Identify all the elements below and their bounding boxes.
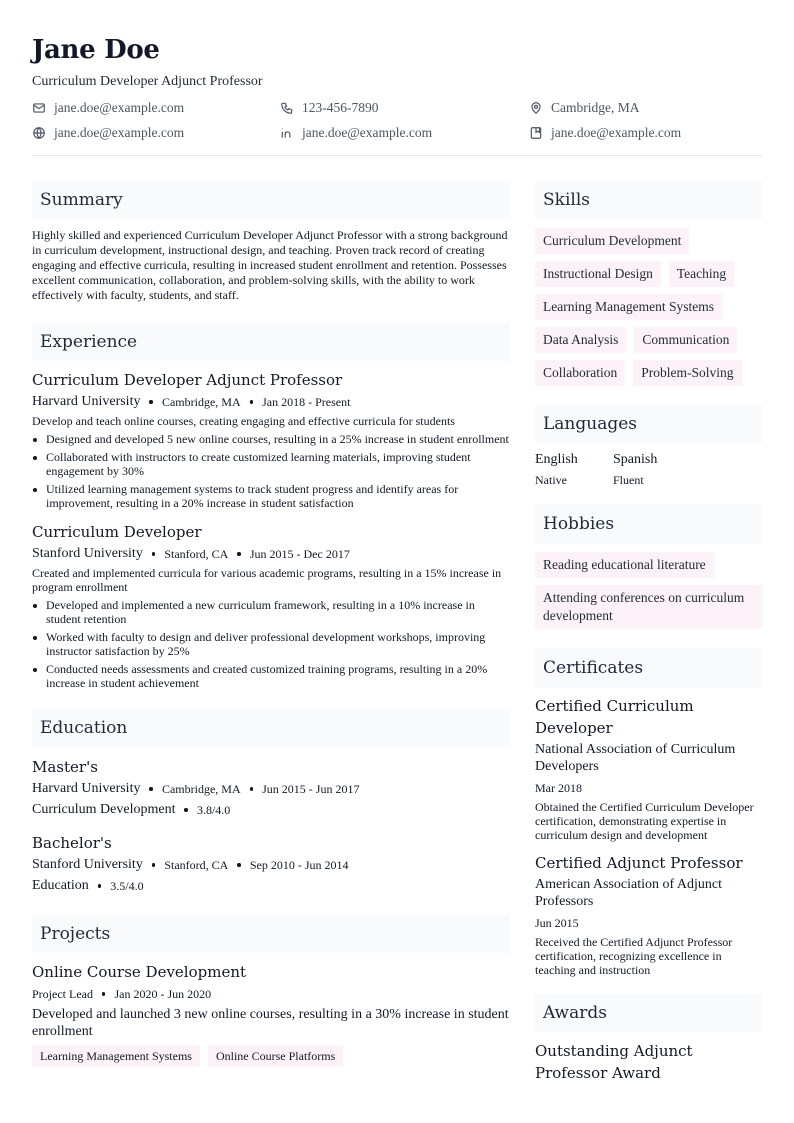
- job-dates: Jun 2015 - Dec 2017: [249, 547, 350, 561]
- bullet-item: Developed and implemented a new curriculum framework, resulting in a 10% increase in student retention: [32, 598, 510, 626]
- gpa: 3.8/4.0: [196, 803, 231, 817]
- project-role: Project Lead: [32, 987, 93, 1001]
- bullet-item: Collaborated with instructors to create customized learning materials, improving student engagement by 30%: [32, 450, 510, 478]
- contact-linkedin[interactable]: [280, 123, 529, 143]
- job-title: Curriculum Developer: [32, 523, 202, 541]
- portfolio-icon: [529, 126, 543, 140]
- language-level: Native: [535, 473, 567, 487]
- certificate-entry: [535, 852, 762, 977]
- contact-location: [529, 98, 762, 118]
- certificate-issuer: American Association of Adjunct Professors: [535, 877, 723, 909]
- education-heading: Education: [32, 709, 510, 747]
- skill-tag: Communication: [634, 327, 737, 353]
- separator-dot: [250, 787, 254, 791]
- education-field-row: [32, 801, 510, 819]
- project-tags: [32, 1045, 510, 1067]
- job-location: Cambridge, MA: [161, 395, 241, 409]
- degree: Bachelor's: [32, 834, 112, 852]
- project-tag: Online Course Platforms: [208, 1045, 343, 1067]
- job-org: Stanford University: [32, 546, 143, 561]
- job-dates: Jan 2018 - Present: [262, 395, 351, 409]
- school: Harvard University: [32, 781, 141, 796]
- skills-list: [535, 228, 768, 386]
- summary-text: Highly skilled and experienced Curriculum Developer Adjunct Professor with a strong background in curriculum development, instructional design, and teaching. Proven track record of creating engaging and effective curricula, resulting in increased student enrollment and retention. Possesses excellent communication, collaboration, and problem-solving skills, with the ability to work effectively with faculty, students, and staff.: [32, 228, 508, 302]
- education-meta: [32, 856, 510, 874]
- separator-dot: [184, 808, 188, 812]
- contact-text: 123-456-7890: [302, 100, 379, 115]
- languages-heading: Languages: [535, 405, 762, 443]
- job-location: Stanford, CA: [164, 547, 229, 561]
- project-entry: [32, 962, 510, 1067]
- job-org: Harvard University: [32, 394, 141, 409]
- certificate-date: Mar 2018: [535, 781, 582, 795]
- certificate-title: Certified Curriculum Developer: [535, 697, 694, 737]
- contact-text: jane.doe@example.com: [54, 125, 185, 140]
- hobbies-list: [535, 552, 762, 629]
- project-tag: Learning Management Systems: [32, 1045, 200, 1067]
- projects-heading: Projects: [32, 915, 510, 953]
- project-name: Online Course Development: [32, 963, 247, 981]
- job-description: Created and implemented curricula for various academic programs, resulting in a 15% increase in program enrollment: [32, 566, 502, 594]
- contact-portfolio[interactable]: [529, 123, 762, 143]
- language-item: [613, 451, 691, 488]
- skill-tag: Collaboration: [535, 360, 625, 386]
- main-column: [32, 181, 510, 1067]
- skill-tag: Problem-Solving: [633, 360, 741, 386]
- separator-dot: [149, 787, 153, 791]
- experience-heading: Experience: [32, 323, 510, 361]
- award-title: Outstanding Adjunct Professor Award: [535, 1042, 693, 1082]
- certificate-issuer: National Association of Curriculum Developers: [535, 742, 736, 774]
- skill-tag: Learning Management Systems: [535, 294, 722, 320]
- skills-heading: Skills: [535, 181, 762, 219]
- contact-phone[interactable]: [280, 98, 529, 118]
- certificate-title: Certified Adjunct Professor: [535, 854, 743, 872]
- language-level: Fluent: [613, 473, 644, 487]
- education-entry: [32, 833, 510, 895]
- hobby-tag: Reading educational literature: [535, 552, 714, 578]
- hobbies-heading: Hobbies: [535, 505, 762, 543]
- bullet-item: Conducted needs assessments and created customized training programs, resulting in a 20% increase in student achievement: [32, 662, 510, 690]
- certificates-heading: Certificates: [535, 649, 762, 687]
- job-meta: [32, 393, 510, 411]
- job-bullets: [32, 432, 510, 510]
- job-description: Develop and teach online courses, creating engaging and effective curricula for students: [32, 414, 455, 428]
- separator-dot: [98, 884, 102, 888]
- certificate-description: Received the Certified Adjunct Professor certification, recognizing excellence in teaching and instruction: [535, 935, 733, 977]
- separator-dot: [237, 863, 241, 867]
- bullet-item: Worked with faculty to design and deliver professional development workshops, improving instructor satisfaction by 25%: [32, 630, 510, 658]
- job-meta: [32, 545, 510, 563]
- contact-email[interactable]: [32, 98, 280, 118]
- language-name: Spanish: [613, 452, 658, 467]
- skill-tag: Data Analysis: [535, 327, 626, 353]
- skill-tag: Curriculum Development: [535, 228, 689, 254]
- separator-dot: [152, 552, 156, 556]
- phone-icon: [280, 101, 294, 115]
- awards-heading: Awards: [535, 994, 762, 1032]
- language-item: [535, 451, 613, 488]
- certificate-entry: [535, 695, 762, 842]
- education-location: Cambridge, MA: [161, 782, 241, 796]
- field-of-study: Education: [32, 878, 89, 893]
- separator-dot: [237, 552, 241, 556]
- language-name: English: [535, 452, 578, 467]
- contact-text: jane.doe@example.com: [54, 100, 185, 115]
- contact-list: [32, 98, 762, 143]
- separator-dot: [250, 400, 254, 404]
- education-location: Stanford, CA: [164, 858, 229, 872]
- email-icon: [32, 101, 46, 115]
- award-entry: [535, 1040, 762, 1084]
- skill-tag: Instructional Design: [535, 261, 661, 287]
- hobby-tag: Attending conferences on curriculum development: [535, 585, 762, 629]
- education-entry: [32, 757, 510, 819]
- candidate-title: Curriculum Developer Adjunct Professor: [32, 74, 263, 89]
- candidate-name: Jane Doe: [32, 35, 160, 65]
- languages-list: [535, 451, 762, 488]
- education-dates: Jun 2015 - Jun 2017: [262, 782, 360, 796]
- school: Stanford University: [32, 857, 143, 872]
- header-divider: [32, 155, 762, 156]
- separator-dot: [102, 992, 106, 996]
- separator-dot: [149, 400, 153, 404]
- resume-header: [32, 32, 762, 143]
- job-entry: [32, 370, 510, 510]
- project-meta: [32, 985, 510, 1003]
- summary-heading: Summary: [32, 181, 510, 219]
- education-meta: [32, 780, 510, 798]
- bullet-item: Utilized learning management systems to track student progress and identify areas for improvement, resulting in a 20% increase in student satisfaction: [32, 482, 510, 510]
- education-field-row: [32, 877, 510, 895]
- job-entry: [32, 522, 510, 690]
- separator-dot: [152, 863, 156, 867]
- education-dates: Sep 2010 - Jun 2014: [249, 858, 349, 872]
- skill-tag: Teaching: [669, 261, 734, 287]
- bullet-item: Designed and developed 5 new online courses, resulting in a 25% increase in student enrollment: [32, 432, 510, 446]
- degree: Master's: [32, 758, 98, 776]
- location-icon: [529, 101, 543, 115]
- field-of-study: Curriculum Development: [32, 802, 176, 817]
- globe-icon: [32, 126, 46, 140]
- job-title: Curriculum Developer Adjunct Professor: [32, 371, 343, 389]
- project-dates: Jan 2020 - Jun 2020: [114, 987, 212, 1001]
- project-description: Developed and launched 3 new online courses, resulting in a 30% increase in student enrollment: [32, 1007, 509, 1039]
- certificate-description: Obtained the Certified Curriculum Developer certification, demonstrating expertise in curriculum design and development: [535, 800, 754, 842]
- sidebar-column: [535, 181, 762, 1084]
- contact-text: jane.doe@example.com: [551, 125, 682, 140]
- gpa: 3.5/4.0: [110, 879, 144, 893]
- certificate-date: Jun 2015: [535, 916, 579, 930]
- contact-text: Cambridge, MA: [551, 100, 640, 115]
- contact-text: jane.doe@example.com: [302, 125, 433, 140]
- linkedin-icon: [280, 126, 294, 140]
- job-bullets: [32, 598, 510, 690]
- contact-website[interactable]: [32, 123, 280, 143]
